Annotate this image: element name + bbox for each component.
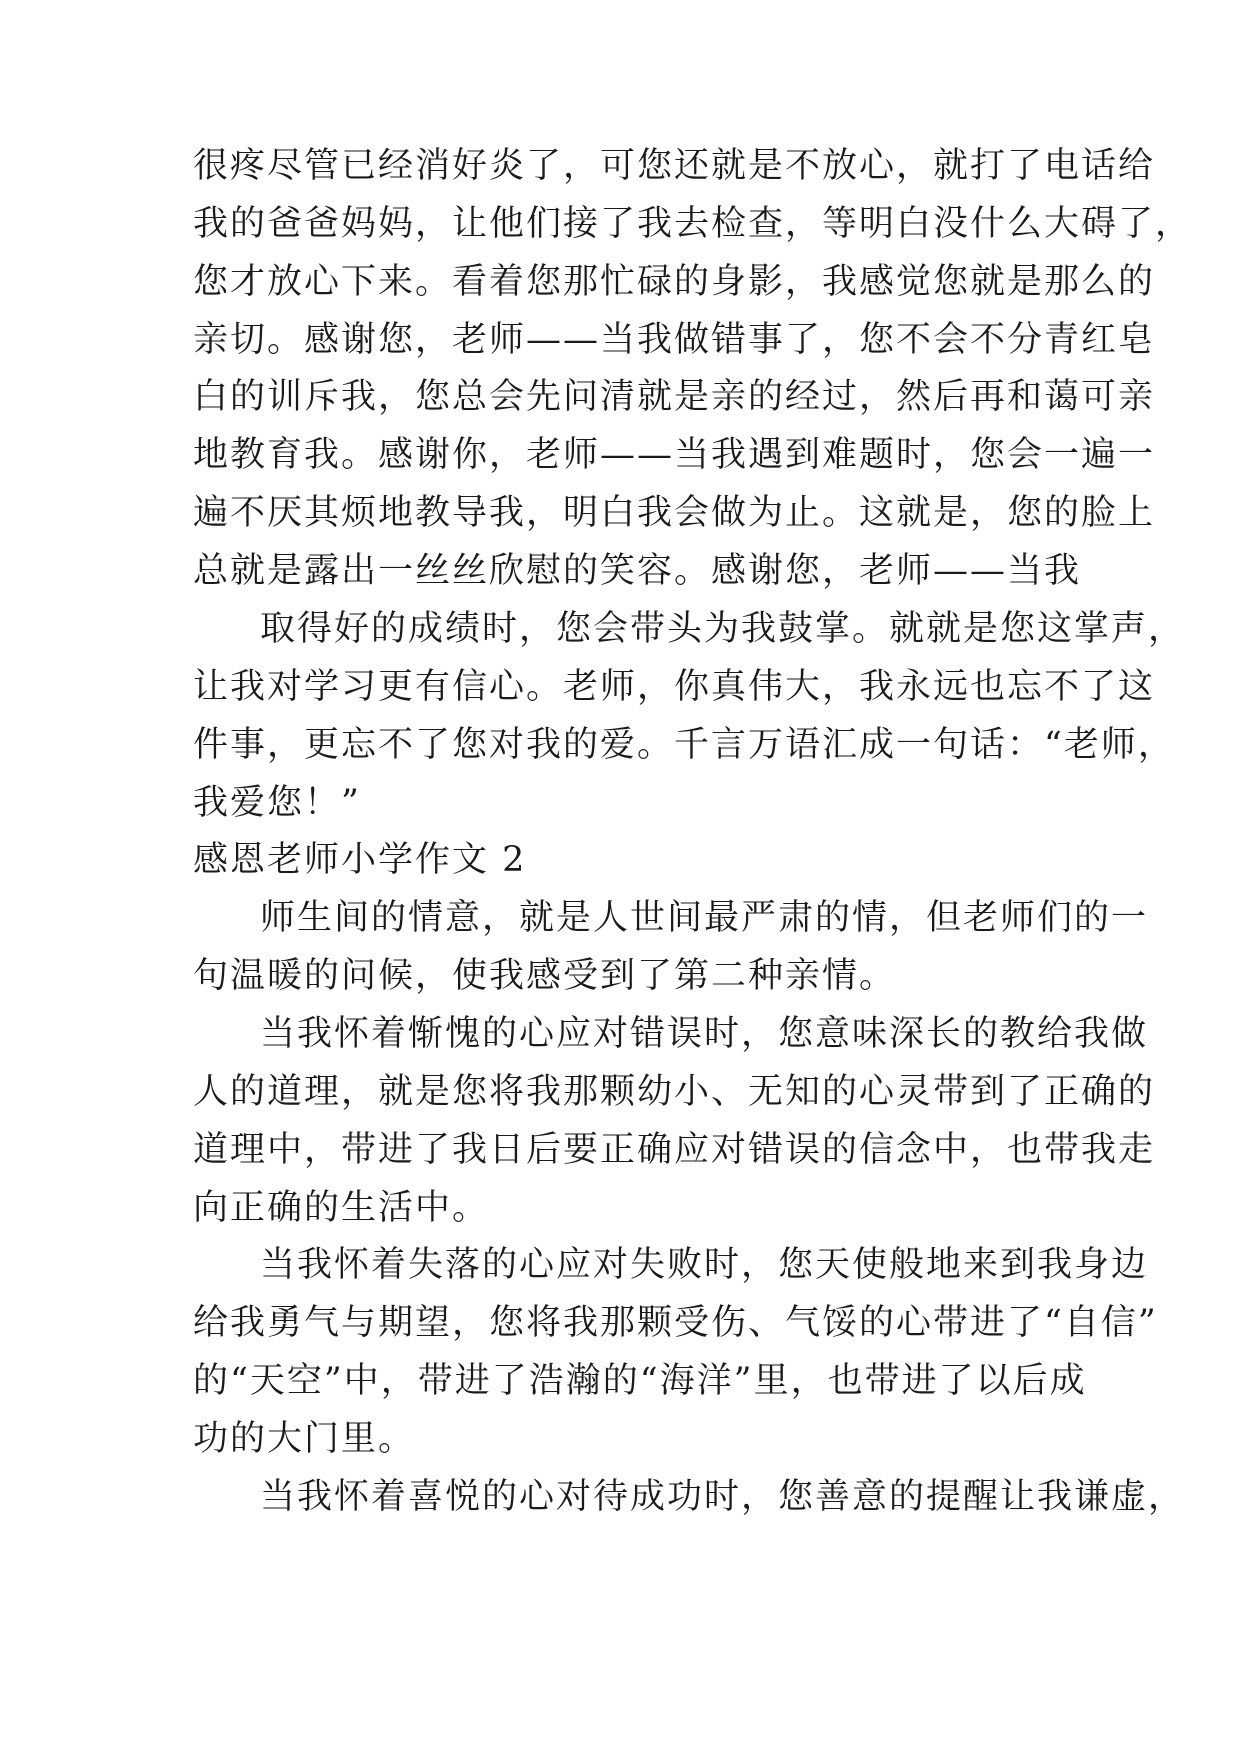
text-line: 人的道理，就是您将我那颗幼小、无知的心灵带到了正确的: [193, 1072, 1156, 1112]
paragraph-start: 取得好的成绩时，您会带头为我鼓掌。就就是您这掌声，: [260, 609, 1186, 649]
text-line: 我的爸爸妈妈，让他们接了我去检查，等明白没什么大碍了，: [193, 204, 1193, 244]
text-line: 给我勇气与期望，您将我那颗受伤、气馁的心带进了“自信”: [193, 1303, 1158, 1343]
text-line: 句温暖的问候，使我感受到了第二种亲情。: [193, 956, 897, 996]
paragraph-start: 当我怀着失落的心应对失败时，您天使般地来到我身边: [260, 1245, 1149, 1285]
paragraph-start: 当我怀着喜悦的心对待成功时，您善意的提醒让我谦虚，: [260, 1477, 1186, 1517]
text-line: 向正确的生活中。: [193, 1188, 490, 1228]
paragraph-start: 师生间的情意，就是人世间最严肃的情，但老师们的一: [260, 898, 1149, 938]
text-line: 功的大门里。: [193, 1419, 416, 1459]
text-line: 道理中，带进了我日后要正确应对错误的信念中，也带我走: [193, 1130, 1156, 1170]
text-line: 很疼尽管已经消好炎了，可您还就是不放心，就打了电话给: [193, 146, 1156, 186]
text-line: 地教育我。感谢你，老师——当我遇到难题时，您会一遍一: [193, 435, 1156, 475]
text-line: 让我对学习更有信心。老师，你真伟大，我永远也忘不了这: [193, 667, 1156, 707]
text-line: 遍不厌其烦地教导我，明白我会做为止。这就是，您的脸上: [193, 493, 1156, 533]
text-line: 亲切。感谢您，老师——当我做错事了，您不会不分青红皂: [193, 320, 1156, 360]
text-line: 件事，更忘不了您对我的爱。千言万语汇成一句话：“老师，: [193, 725, 1175, 765]
paragraph-start: 当我怀着惭愧的心应对错误时，您意味深长的教给我做: [260, 1014, 1149, 1054]
text-line: 您才放心下来。看着您那忙碌的身影，我感觉您就是那么的: [193, 262, 1156, 302]
text-line: 我爱您！”: [193, 783, 361, 823]
text-line: 总就是露出一丝丝欣慰的笑容。感谢您，老师——当我: [193, 551, 1082, 591]
text-line: 的“天空”中，带进了浩瀚的“海洋”里，也带进了以后成: [193, 1361, 1087, 1401]
text-line: 白的训斥我，您总会先问清就是亲的经过，然后再和蔼可亲: [193, 377, 1156, 417]
section-heading: 感恩老师小学作文 2: [193, 840, 527, 880]
